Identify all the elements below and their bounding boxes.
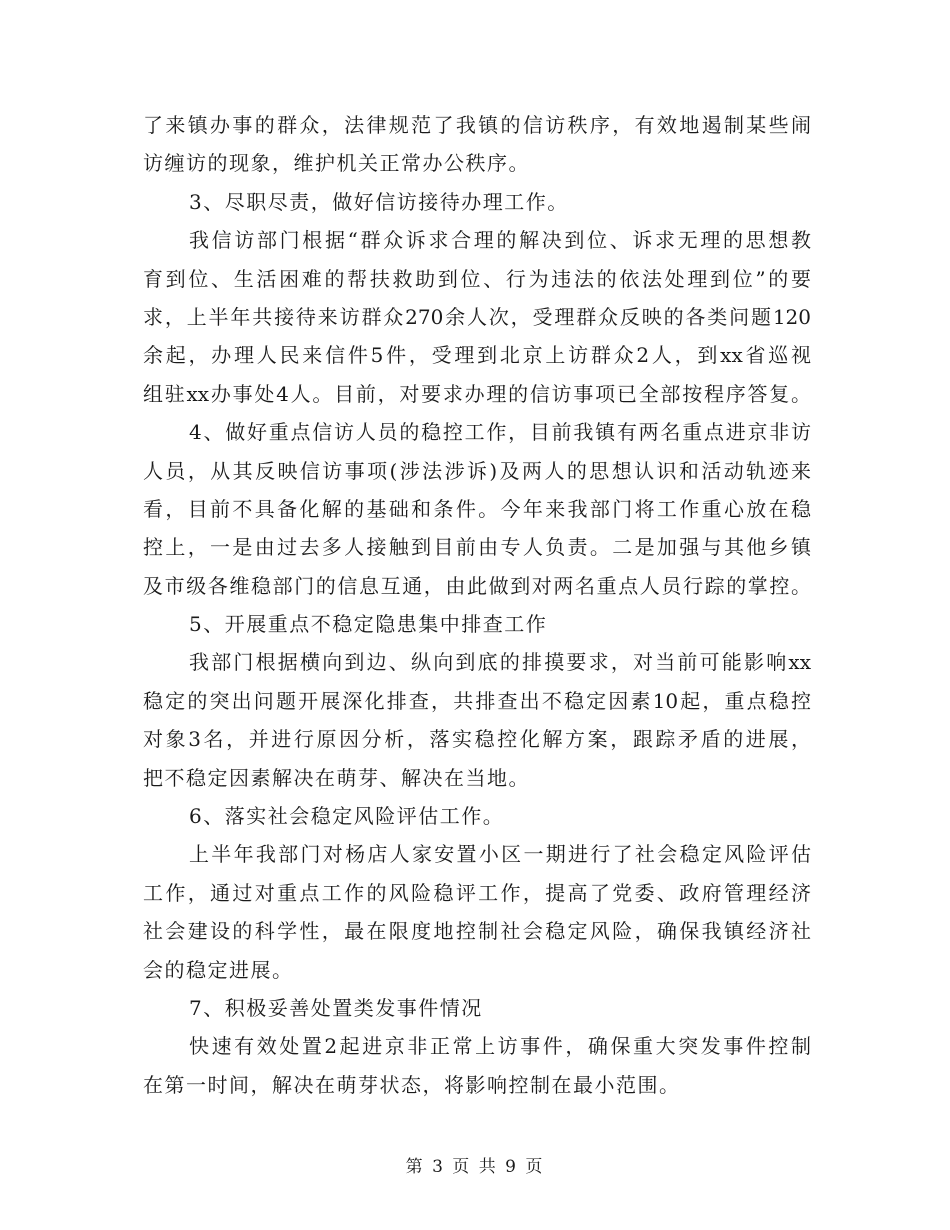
text-line: 育到位、生活困难的帮扶救助到位、行为违法的依法处理到位”的要 bbox=[143, 266, 811, 291]
text-line: 会的稳定进展。 bbox=[143, 957, 294, 982]
text-line: 5、开展重点不稳定隐患集中排查工作 bbox=[189, 612, 548, 637]
text-line: 及市级各维稳部门的信息互通，由此做到对两名重点人员行踪的掌控。 bbox=[143, 573, 811, 598]
text-line: 我部门根据横向到边、纵向到底的排摸要求，对当前可能影响xx bbox=[189, 650, 811, 675]
text-line: 4、做好重点信访人员的稳控工作，目前我镇有两名重点进京非访 bbox=[189, 420, 811, 445]
text-line: 人员，从其反映信访事项(涉法涉诉)及两人的思想认识和活动轨迹来 bbox=[143, 458, 811, 483]
text-line: 把不稳定因素解决在萌芽、解决在当地。 bbox=[143, 765, 530, 790]
text-line: 快速有效处置2起进京非正常上访事件，确保重大突发事件控制 bbox=[189, 1034, 811, 1059]
text-line: 了来镇办事的群众，法律规范了我镇的信访秩序，有效地遏制某些闹 bbox=[143, 113, 811, 137]
text-line: 6、落实社会稳定风险评估工作。 bbox=[189, 804, 505, 829]
text-line: 余起，办理人民来信件5件，受理到北京上访群众2人，到xx省巡视 bbox=[143, 343, 811, 368]
text-line: 社会建设的科学性，最在限度地控制社会稳定风险，确保我镇经济社 bbox=[143, 919, 811, 944]
document-body bbox=[143, 106, 811, 1104]
text-line: 3、尽职尽责，做好信访接待办理工作。 bbox=[189, 189, 569, 214]
text-line: 上半年我部门对杨店人家安置小区一期进行了社会稳定风险评估 bbox=[189, 842, 811, 867]
text-line: 我信访部门根据“群众诉求合理的解决到位、诉求无理的思想教 bbox=[189, 228, 811, 253]
text-line: 稳定的突出问题开展深化排查，共排查出不稳定因素10起，重点稳控 bbox=[143, 688, 811, 713]
text-line: 控上，一是由过去多人接触到目前由专人负责。二是加强与其他乡镇 bbox=[143, 535, 811, 560]
text-line: 7、积极妥善处置类发事件情况 bbox=[189, 995, 483, 1020]
text-line: 在第一时间，解决在萌芽状态，将影响控制在最小范围。 bbox=[143, 1072, 681, 1097]
text-line: 工作，通过对重点工作的风险稳评工作，提高了党委、政府管理经济 bbox=[143, 880, 811, 905]
text-line: 求，上半年共接待来访群众270余人次，受理群众反映的各类问题120 bbox=[143, 304, 811, 329]
text-line: 访缠访的现象，维护机关正常办公秩序。 bbox=[143, 151, 530, 176]
text-line: 对象3名，并进行原因分析，落实稳控化解方案，跟踪矛盾的进展， bbox=[143, 727, 811, 752]
text-line: 组驻xx办事处4人。目前，对要求办理的信访事项已全部按程序答复。 bbox=[143, 381, 811, 406]
page-number-footer: 第 3 页 共 9 页 bbox=[405, 1157, 545, 1177]
text-line: 看，目前不具备化解的基础和条件。今年来我部门将工作重心放在稳 bbox=[143, 496, 811, 521]
